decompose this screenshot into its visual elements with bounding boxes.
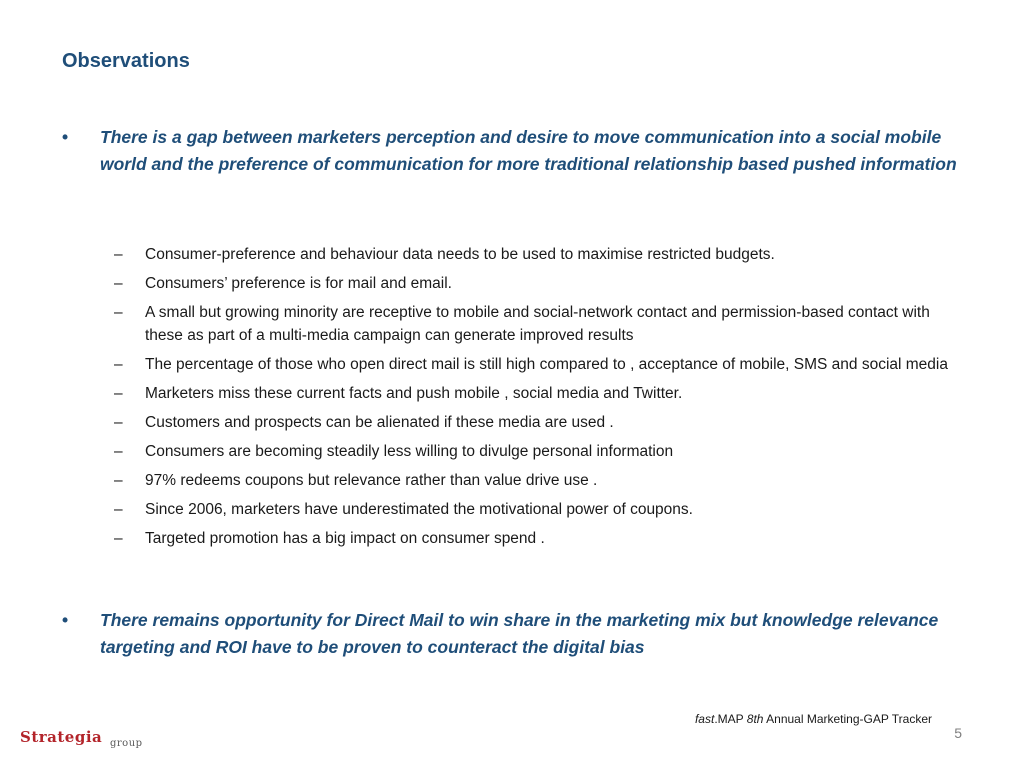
sub-point: [114, 527, 964, 550]
footer-edition: 8th: [746, 712, 764, 726]
main-bullet-text: There is a gap between marketers perception and desire to move communication into a social mobile world and the preference of communication for more traditional relationship based pushed information: [100, 127, 957, 174]
dash-marker: –: [114, 356, 123, 373]
footer-tracker-name: Annual Marketing-GAP Tracker: [763, 712, 932, 726]
footer-tracker-label: [695, 712, 932, 726]
sub-point: [114, 353, 964, 376]
sub-point: [114, 498, 964, 521]
strategia-logo: [20, 728, 170, 758]
sub-point-text: The percentage of those who open direct mail is still high compared to , acceptance of mobile, SMS and social media: [145, 356, 948, 373]
sub-point: [114, 301, 964, 347]
dash-marker: –: [114, 304, 123, 321]
slide-title: Observations: [62, 50, 190, 72]
sub-point-text: Consumer-preference and behaviour data needs to be used to maximise restricted budgets.: [145, 246, 775, 263]
sub-point: [114, 382, 964, 405]
dash-marker: –: [114, 501, 123, 518]
sub-point-text: A small but growing minority are receptive to mobile and social-network contact and permission-based contact with these as part of a multi-media campaign can generate improved results: [145, 304, 930, 344]
bullet-marker: •: [62, 610, 69, 630]
sub-point-text: Since 2006, marketers have underestimated the motivational power of coupons.: [145, 501, 693, 518]
dash-marker: –: [114, 246, 123, 263]
dash-marker: –: [114, 443, 123, 460]
sub-point-text: 97% redeems coupons but relevance rather than value drive use .: [145, 472, 598, 489]
sub-point: [114, 469, 964, 492]
logo-sub-text: group: [110, 738, 143, 749]
dash-marker: –: [114, 275, 123, 292]
sub-point-text: Targeted promotion has a big impact on consumer spend .: [145, 530, 545, 547]
sub-point-text: Consumers are becoming steadily less willing to divulge personal information: [145, 443, 674, 460]
sub-point: [114, 272, 964, 295]
dash-marker: –: [114, 414, 123, 431]
sub-point-list: [114, 243, 964, 556]
sub-point: [114, 440, 964, 463]
logo-main-text: Strategia: [20, 728, 103, 746]
page-number: 5: [954, 725, 962, 741]
footer-fast: fast: [694, 712, 715, 726]
bullet-marker: •: [62, 127, 69, 147]
sub-point: [114, 411, 964, 434]
footer-map: .MAP: [714, 712, 747, 726]
dash-marker: –: [114, 530, 123, 547]
sub-point: [114, 243, 964, 266]
main-bullet-text: There remains opportunity for Direct Mail to win share in the marketing mix but knowledge relevance targeting and ROI have to be proven to counteract the digital bias: [100, 610, 939, 657]
main-bullet-opportunity: [62, 607, 962, 661]
main-bullet-gap: [62, 124, 962, 178]
sub-point-text: Customers and prospects can be alienated if these media are used .: [145, 414, 614, 431]
sub-point-text: Marketers miss these current facts and push mobile , social media and Twitter.: [145, 385, 683, 402]
sub-point-text: Consumers’ preference is for mail and email.: [145, 275, 452, 292]
dash-marker: –: [114, 472, 123, 489]
dash-marker: –: [114, 385, 123, 402]
